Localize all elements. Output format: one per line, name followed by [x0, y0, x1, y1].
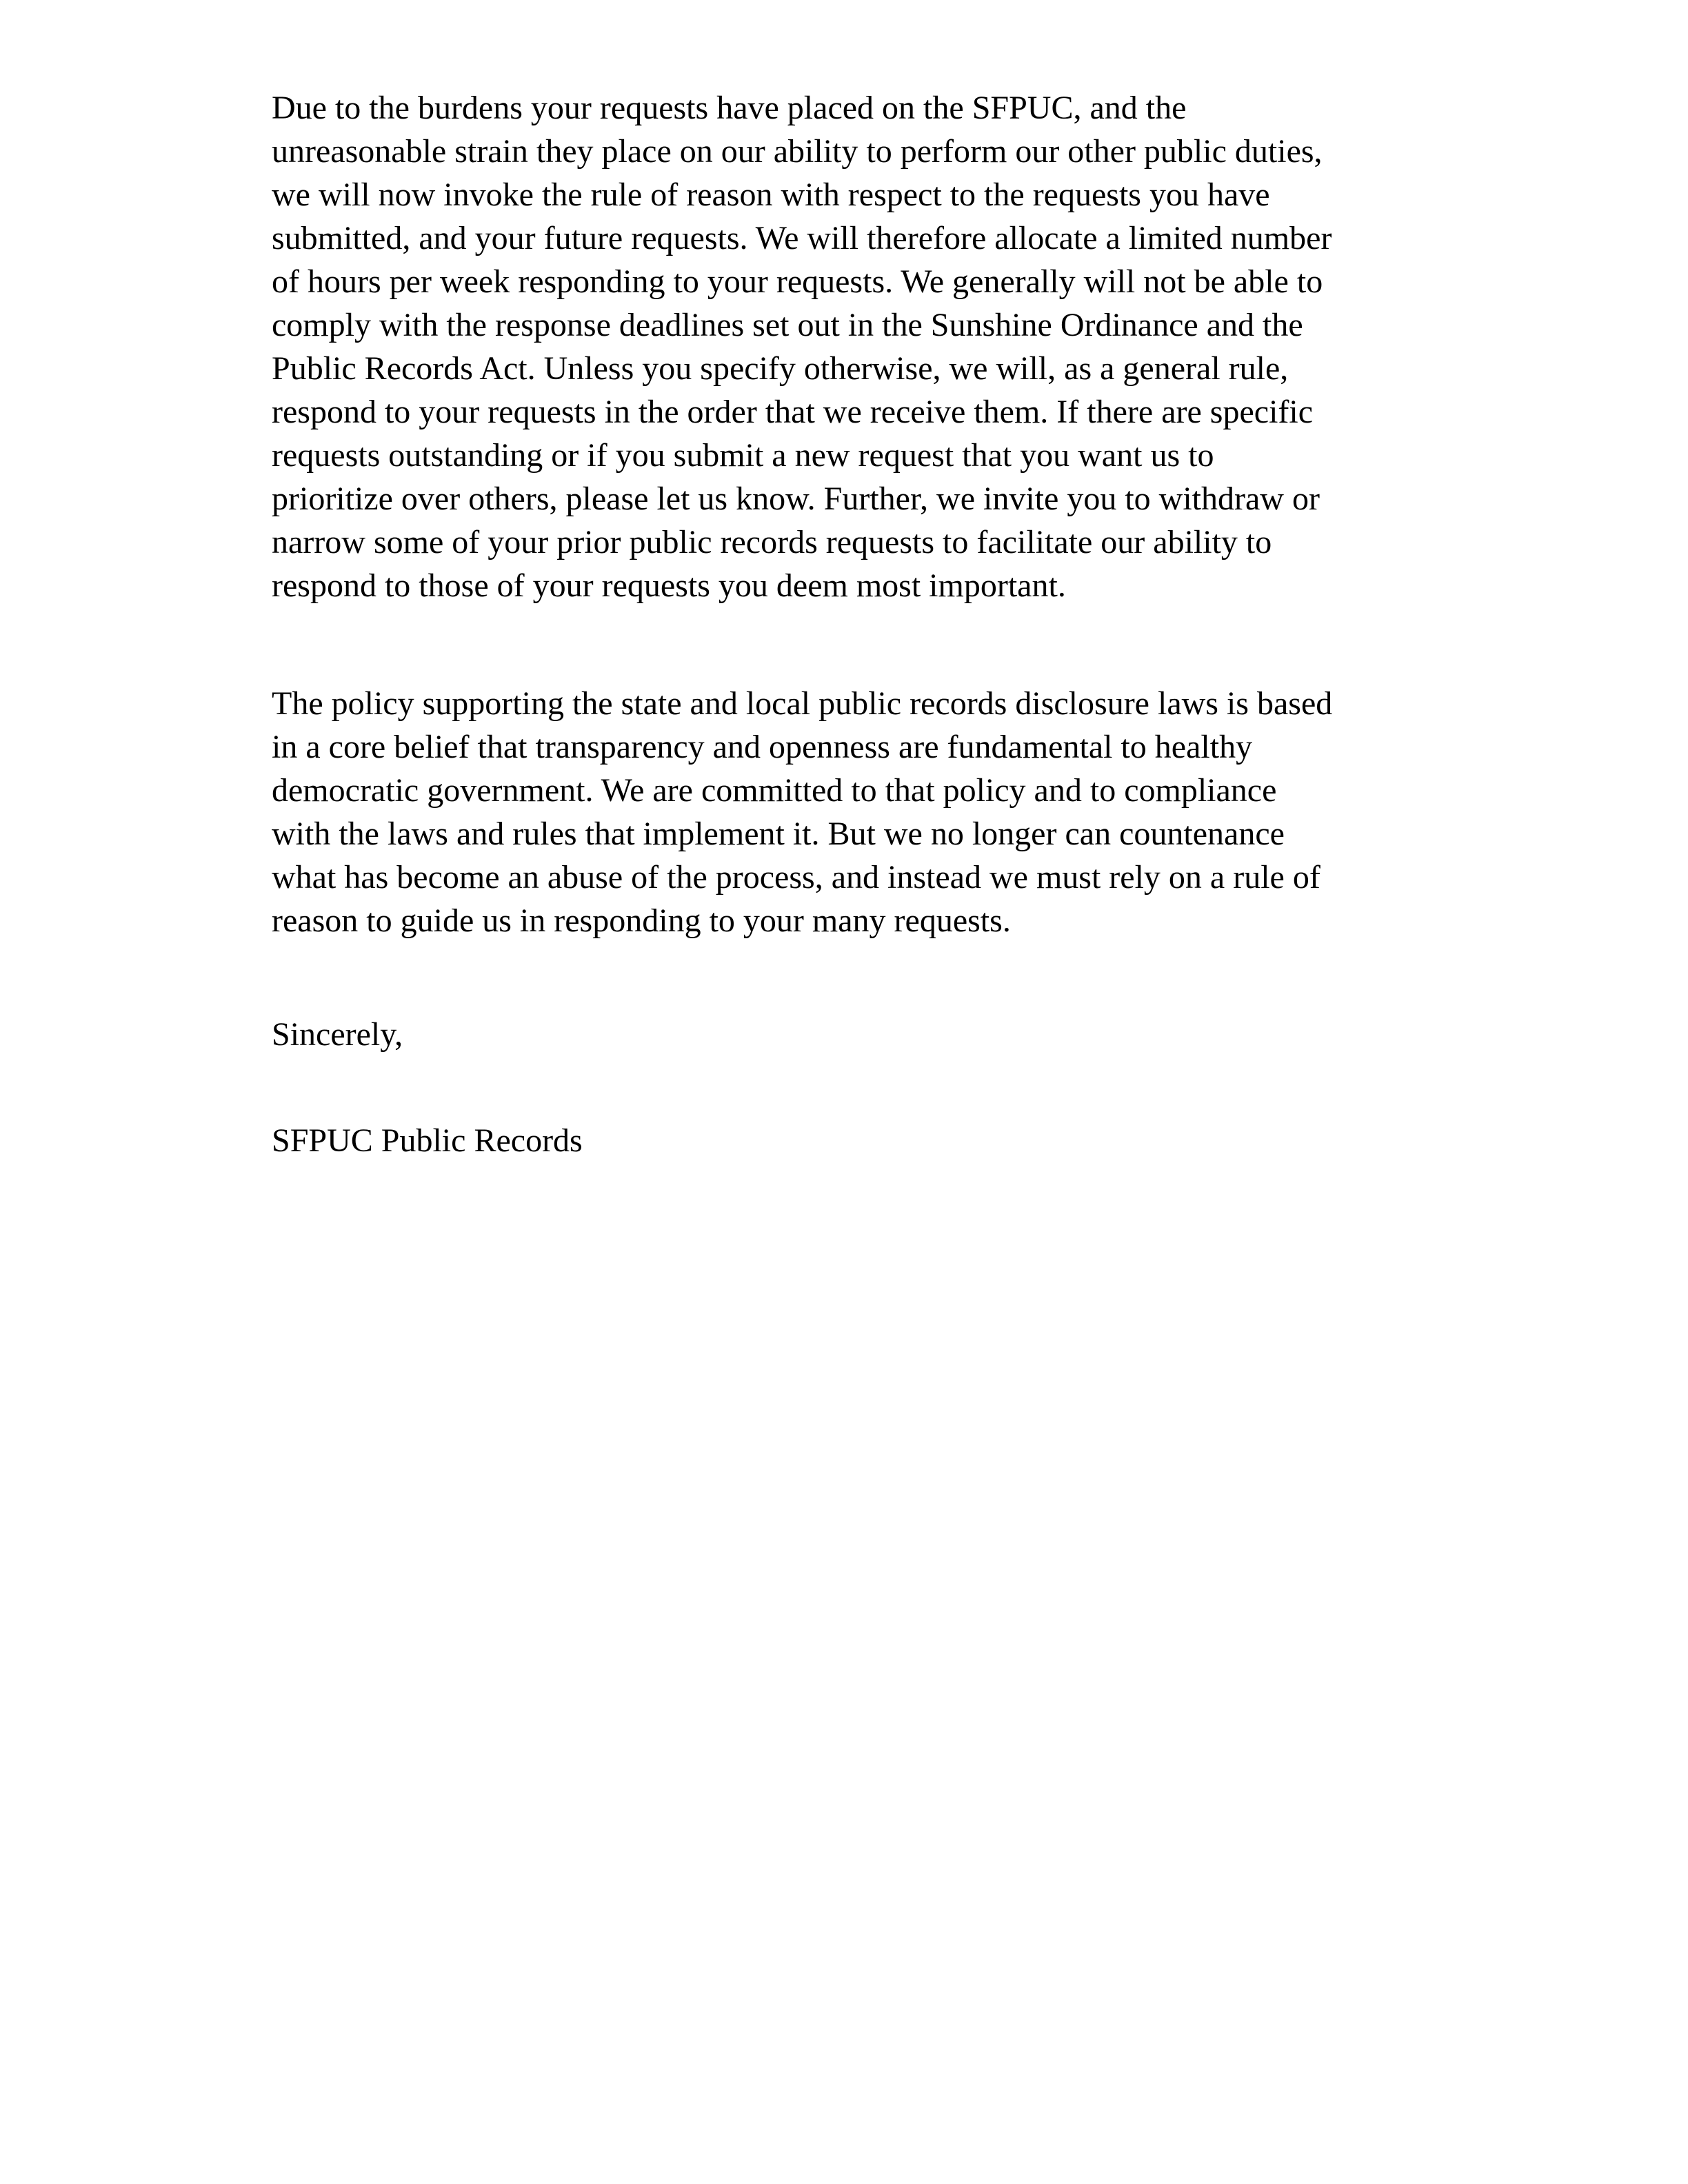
text-line: Due to the burdens your requests have placed on the SFPUC, and the: [272, 90, 1187, 126]
text-line: with the laws and rules that implement it. But we no longer can countenance: [272, 816, 1285, 852]
closing: Sincerely,: [272, 1016, 403, 1053]
text-line: unreasonable strain they place on our ability to perform our other public duties,: [272, 133, 1323, 170]
text-line: submitted, and your future requests. We will therefore allocate a limited number: [272, 220, 1332, 256]
body-paragraph-2: [272, 682, 1332, 942]
text-line: democratic government. We are committed to that policy and to compliance: [272, 772, 1277, 809]
text-line: of hours per week responding to your requests. We generally will not be able to: [272, 263, 1323, 300]
text-line: we will now invoke the rule of reason with respect to the requests you have: [272, 176, 1270, 213]
body-paragraph-1: [272, 86, 1332, 607]
text-line: Public Records Act. Unless you specify otherwise, we will, as a general rule,: [272, 350, 1289, 387]
text-line: requests outstanding or if you submit a new request that you want us to: [272, 437, 1214, 474]
text-line: reason to guide us in responding to your many requests.: [272, 902, 1011, 939]
text-line: what has become an abuse of the process, and instead we must rely on a rule of: [272, 859, 1320, 896]
text-line: respond to those of your requests you deem most important.: [272, 567, 1066, 604]
signature-block: SFPUC Public Records: [272, 1122, 583, 1159]
text-line: narrow some of your prior public records requests to facilitate our ability to: [272, 524, 1272, 560]
text-line: prioritize over others, please let us know. Further, we invite you to withdraw or: [272, 481, 1320, 517]
text-line: respond to your requests in the order that we receive them. If there are specific: [272, 394, 1314, 430]
text-line: comply with the response deadlines set out in the Sunshine Ordinance and the: [272, 307, 1303, 343]
text-line: in a core belief that transparency and openness are fundamental to healthy: [272, 729, 1253, 765]
text-line: The policy supporting the state and local public records disclosure laws is based: [272, 685, 1333, 722]
